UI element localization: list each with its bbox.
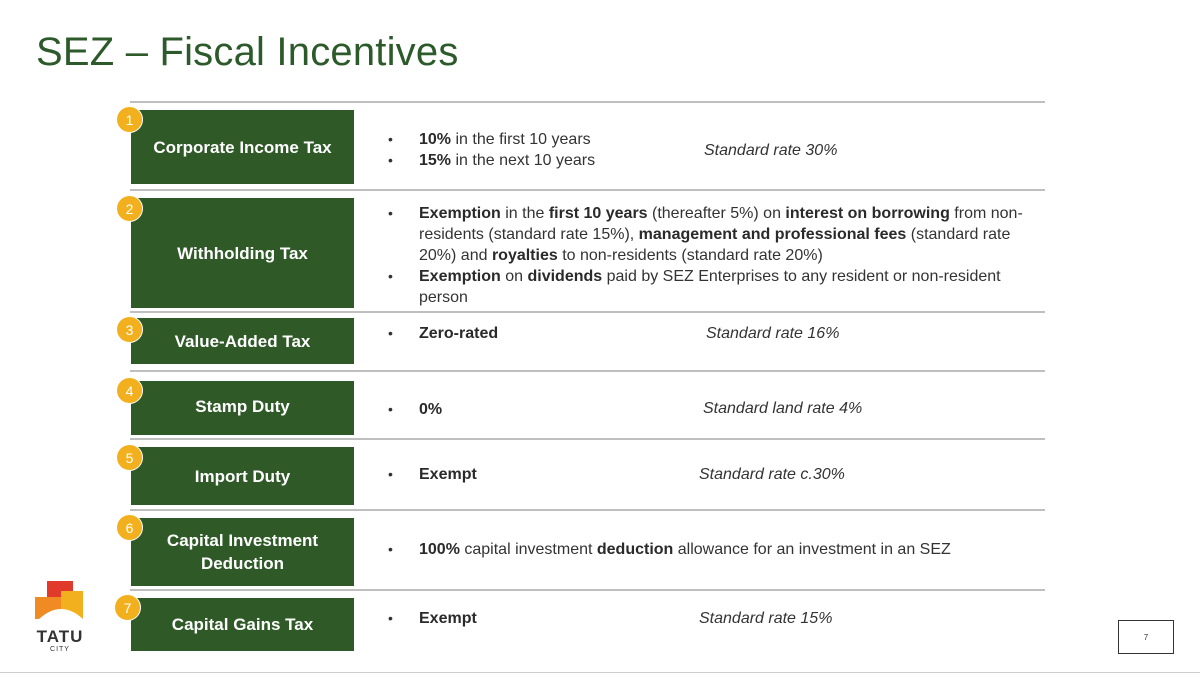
bullet-item: • Exemption in the first 10 years (thereafter 5%) on interest on borrowing from non-residents (standard rate 15%), management and professional fees (standard rate 20%) and royalties to non-residents (standard rate 20%) — [388, 203, 1048, 266]
row-bullets — [388, 539, 951, 560]
row-label: Capital Gains Tax — [131, 598, 354, 651]
page-number: 7 — [1118, 620, 1174, 654]
divider — [130, 509, 1045, 511]
row-label: Capital Investment Deduction — [131, 518, 354, 586]
logo-name: TATU — [36, 627, 84, 646]
bullet-item: • Exemption on dividends paid by SEZ Enterprises to any resident or non-resident person — [388, 266, 1048, 308]
standard-rate-note: Standard rate c.30% — [699, 466, 845, 483]
row-label: Stamp Duty — [131, 381, 354, 435]
row-bullets — [388, 464, 477, 485]
row-number-badge: 2 — [116, 195, 143, 222]
row-bullets — [388, 399, 442, 420]
divider — [130, 311, 1045, 313]
row-number-badge: 6 — [116, 514, 143, 541]
row-label: Import Duty — [131, 447, 354, 505]
row-number-badge: 5 — [116, 444, 143, 471]
standard-rate-note: Standard land rate 4% — [703, 400, 863, 417]
bullet-item: • Exempt — [388, 464, 477, 485]
divider — [130, 101, 1045, 103]
standard-rate-note: Standard rate 15% — [699, 610, 833, 627]
standard-rate-note: Standard rate 30% — [704, 142, 838, 159]
row-number-badge: 4 — [116, 377, 143, 404]
bullet-item: • 15% in the next 10 years — [388, 150, 595, 171]
page-title: SEZ – Fiscal Incentives — [36, 30, 459, 74]
footer-divider — [0, 672, 1200, 673]
bullet-item: • Exempt — [388, 608, 477, 629]
row-bullets — [388, 129, 595, 171]
row-bullets — [388, 608, 477, 629]
divider — [130, 589, 1045, 591]
bullet-item: • 100% capital investment deduction allowance for an investment in an SEZ — [388, 539, 951, 560]
row-number-badge: 1 — [116, 106, 143, 133]
row-label: Corporate Income Tax — [131, 110, 354, 184]
bullet-item: • 0% — [388, 399, 442, 420]
standard-rate-note: Standard rate 16% — [706, 325, 840, 342]
divider — [130, 438, 1045, 440]
row-label: Value-Added Tax — [131, 318, 354, 364]
bullet-item: • Zero-rated — [388, 323, 498, 344]
logo-subtitle: CITY — [50, 646, 70, 653]
row-bullets — [388, 203, 1048, 308]
row-number-badge: 3 — [116, 316, 143, 343]
bullet-item: • 10% in the first 10 years — [388, 129, 595, 150]
row-number-badge: 7 — [114, 594, 141, 621]
divider — [130, 370, 1045, 372]
divider — [130, 189, 1045, 191]
row-bullets — [388, 323, 498, 344]
row-label: Withholding Tax — [131, 198, 354, 308]
